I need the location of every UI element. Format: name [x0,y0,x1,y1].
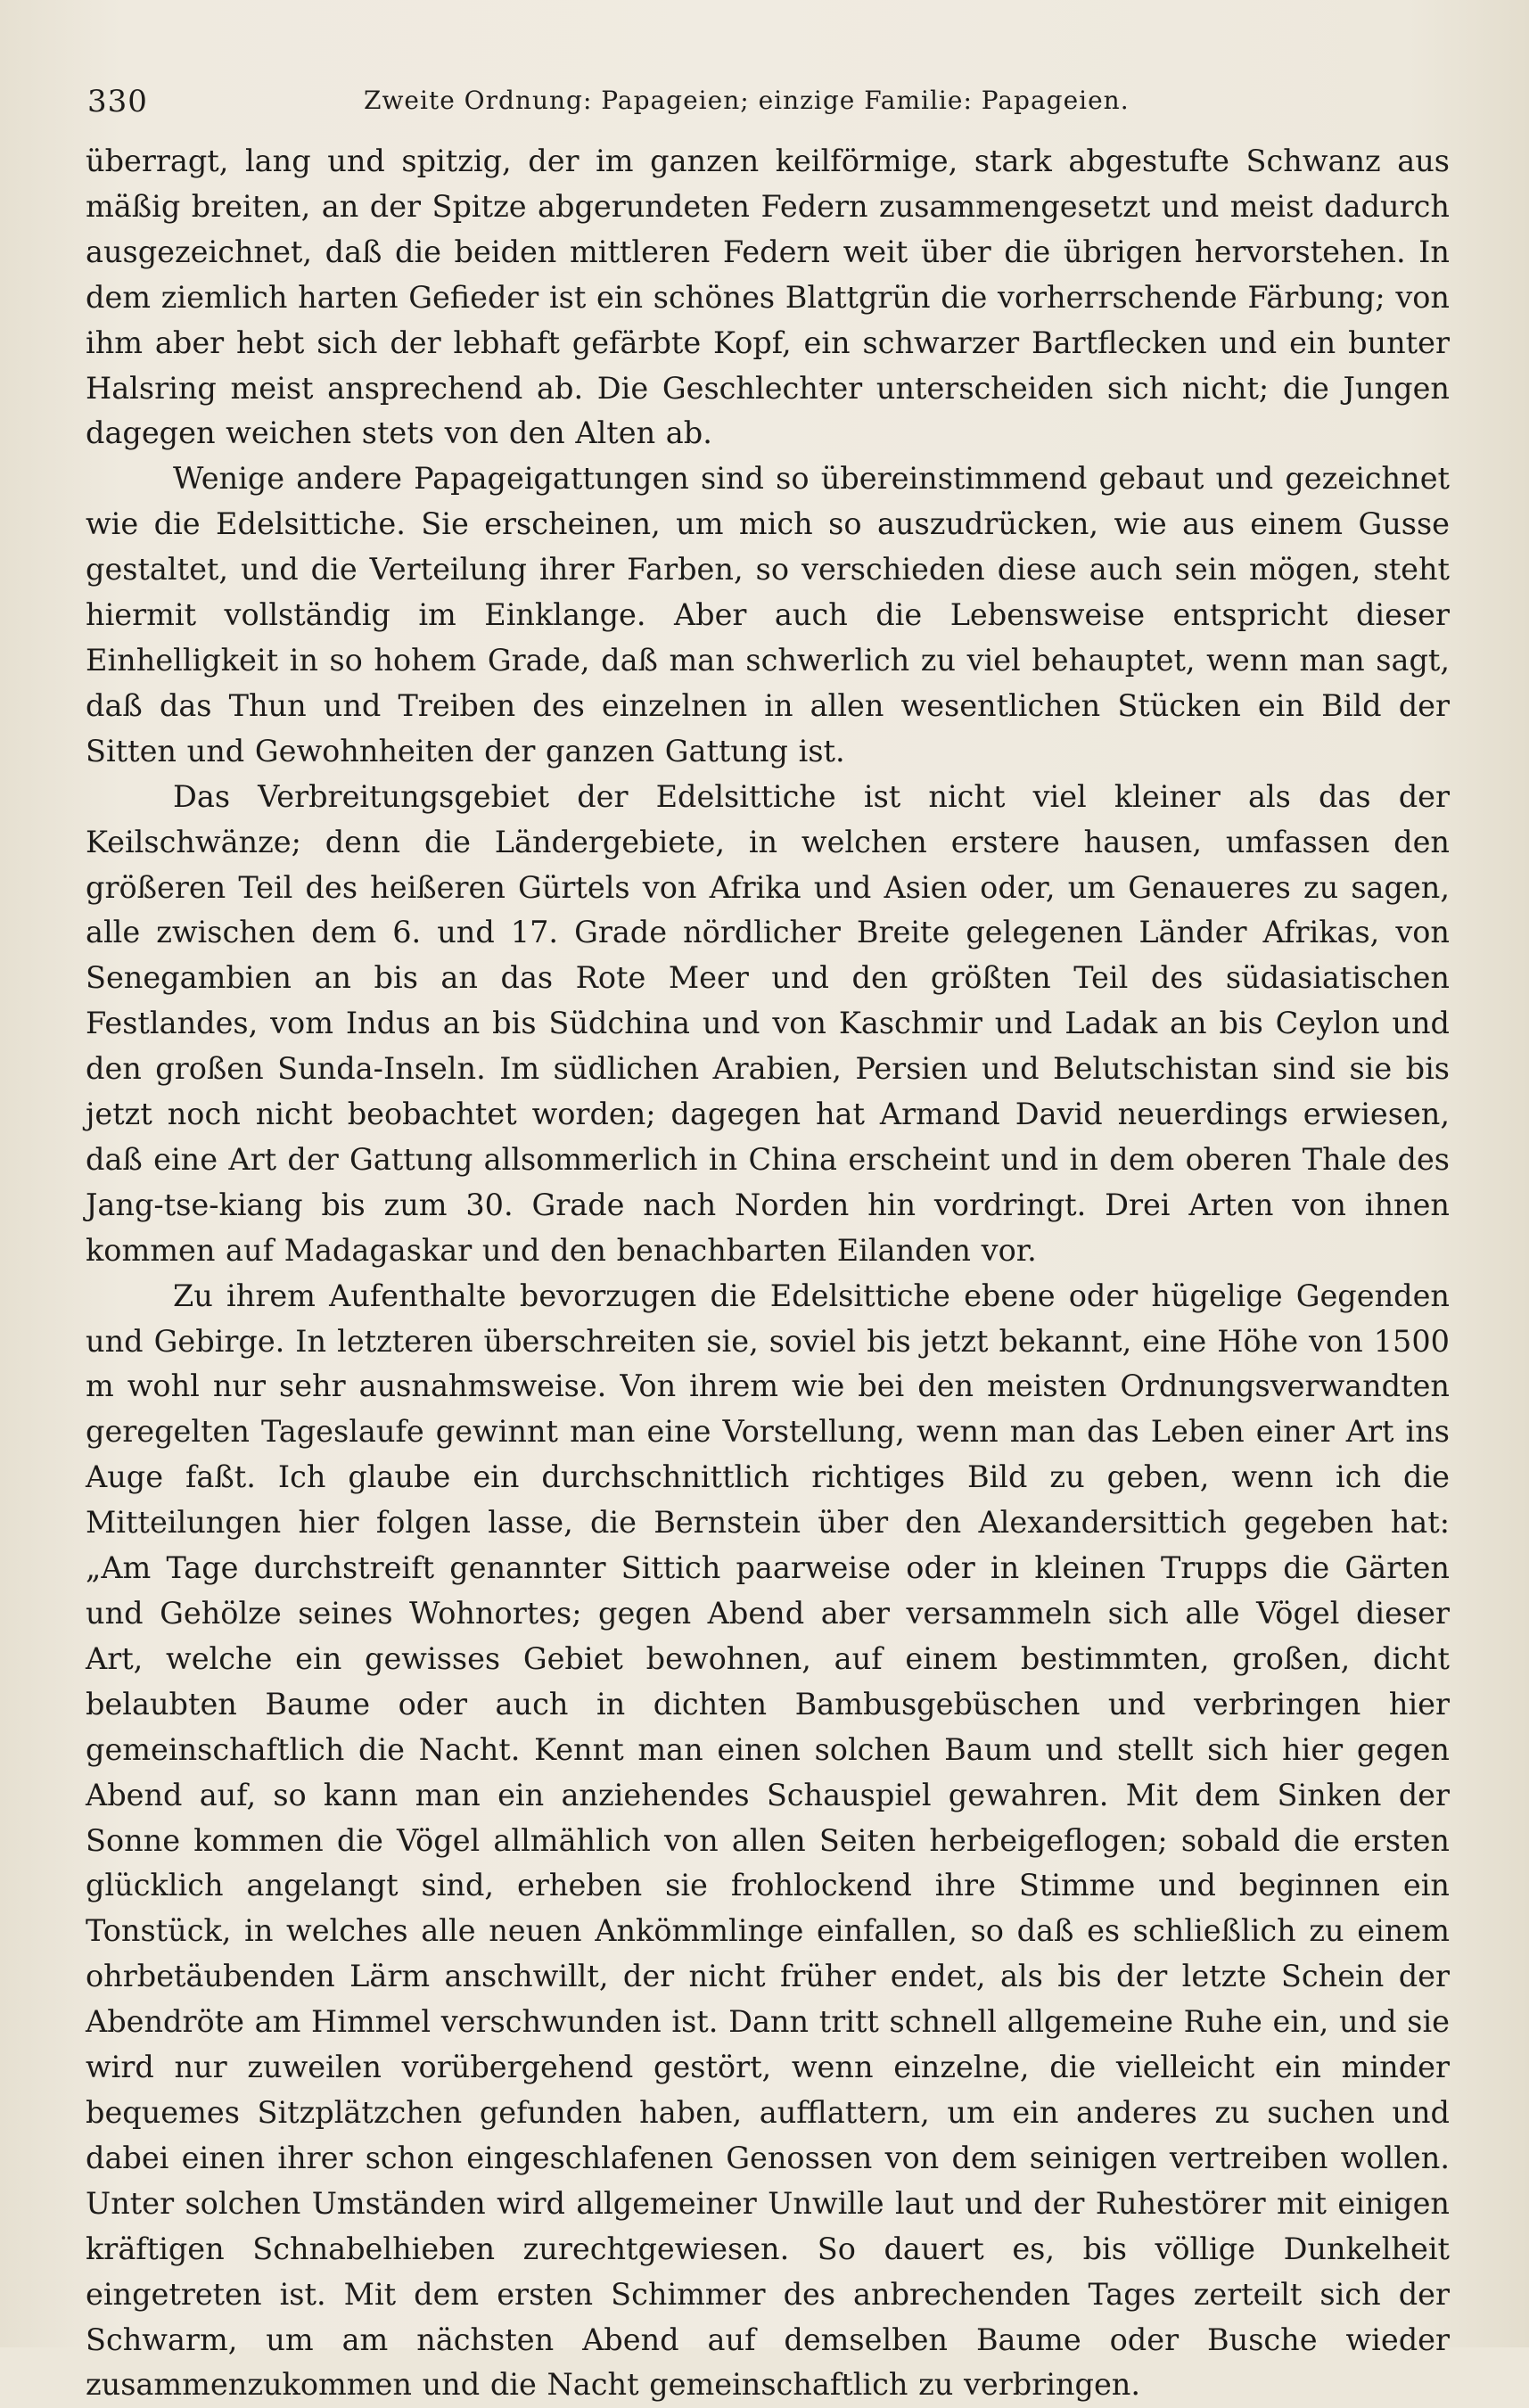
body-text [86,139,1450,2408]
page-header [87,75,1451,128]
paragraph: Das Verbreitungsgebiet der Edelsittiche ist nicht viel kleiner als das der Keilschwänze; denn die Ländergebiete, in welchen erstere hausen, umfassen den größeren Teil des heißeren Gürtels von Afrika und Asien oder, um Genaueres zu sagen, alle zwischen dem 6. und 17. Grade nördlicher Breite gelegenen Länder Afrikas, von Senegambien an bis an das Rote Meer und den größten Teil des südasiatischen Festlandes, vom Indus an bis Südchina und von Kaschmir und Ladak an bis Ceylon und den großen Sunda-Inseln. Im südlichen Arabien, Persien und Belutschistan sind sie bis jetzt noch nicht beobachtet worden; dagegen hat Armand David neuerdings erwiesen, daß eine Art der Gattung allsommerlich in China erscheint und in dem oberen Thale des Jang-tse-kiang bis zum 30. Grade nach Norden hin vordringt. Drei Arten von ihnen kommen auf Madagaskar und den benachbarten Eilanden vor. [86,778,1450,1268]
running-head: Zweite Ordnung: Papageien; einzige Familie: Papageien. [364,86,1130,115]
page-number: 330 [87,84,148,119]
paragraph: Zu ihrem Aufenthalte bevorzugen die Edelsittiche ebene oder hügelige Gegenden und Gebirge. In letzteren überschreiten sie, soviel bis jetzt bekannt, eine Höhe von 1500 m wohl nur sehr ausnahmsweise. Von ihrem wie bei den meisten Ordnungsverwandten geregelten Tageslaufe gewinnt man eine Vorstellung, wenn man das Leben einer Art ins Auge faßt. Ich glaube ein durchschnittlich richtiges Bild zu geben, wenn ich die Mitteilungen hier folgen lasse, die Bernstein über den Alexandersittich gegeben hat: „Am Tage durchstreift genannter Sittich paarweise oder in kleinen Trupps die Gärten und Gehölze seines Wohnortes; gegen Abend aber versammeln sich alle Vögel dieser Art, welche ein gewisses Gebiet bewohnen, auf einem bestimmten, großen, dicht belaubten Baume oder auch in dichten Bambusgebüschen und verbringen hier gemeinschaftlich die Nacht. Kennt man einen solchen Baum und stellt sich hier gegen Abend auf, so kann man ein anziehendes Schauspiel gewahren. Mit dem Sinken der Sonne kommen die Vögel allmählich von allen Seiten herbeigeflogen; sobald die ersten glücklich angelangt sind, erheben sie frohlockend ihre Stimme und beginnen ein Tonstück, in welches alle neuen Ankömmlinge einfallen, so daß es schließlich zu einem ohrbetäubenden Lärm anschwillt, der nicht früher endet, als bis der letzte Schein der Abendröte am Himmel verschwunden ist. Dann tritt schnell allgemeine Ruhe ein, und sie wird nur zuweilen vorübergehend gestört, wenn einzelne, die vielleicht ein minder bequemes Sitzplätzchen gefunden haben, aufflattern, um ein anderes zu suchen und dabei einen ihrer schon eingeschlafenen Genossen von dem seinigen vertreiben wollen. Unter solchen Umständen wird allgemeiner Unwille laut und der Ruhestörer mit einigen kräftigen Schnabelhieben zurechtgewiesen. So dauert es, bis völlige Dunkelheit eingetreten ist. Mit dem ersten Schimmer des anbrechenden Tages zerteilt sich der Schwarm, um am nächsten Abend auf demselben Baume oder Busche wieder zusammenzukommen und die Nacht gemeinschaftlich zu verbringen. [86,1278,1450,2403]
paragraph-continuation: überragt, lang und spitzig, der im ganzen keilförmige, stark abgestufte Schwanz aus mäßig breiten, an der Spitze abgerundeten Federn zusammengesetzt und meist dadurch ausgezeichnet, daß die beiden mittleren Federn weit über die übrigen hervorstehen. In dem ziemlich harten Gefieder ist ein schönes Blattgrün die vorherrschende Färbung; von ihm aber hebt sich der lebhaft gefärbte Kopf, ein schwarzer Bartflecken und ein bunter Halsring meist ansprechend ab. Die Geschlechter unterscheiden sich nicht; die Jungen dagegen weichen stets von den Alten ab. [86,144,1450,451]
paragraph: Wenige andere Papageigattungen sind so übereinstimmend gebaut und gezeichnet wie die Edelsittiche. Sie erscheinen, um mich so auszudrücken, wie aus einem Gusse gestaltet, und die Verteilung ihrer Farben, so verschieden diese auch sein mögen, steht hiermit vollständig im Einklange. Aber auch die Lebensweise entspricht dieser Einhelligkeit in so hohem Grade, daß man schwerlich zu viel behauptet, wenn man sagt, daß das Thun und Treiben des einzelnen in allen wesentlichen Stücken ein Bild der Sitten und Gewohnheiten der ganzen Gattung ist. [86,461,1450,768]
